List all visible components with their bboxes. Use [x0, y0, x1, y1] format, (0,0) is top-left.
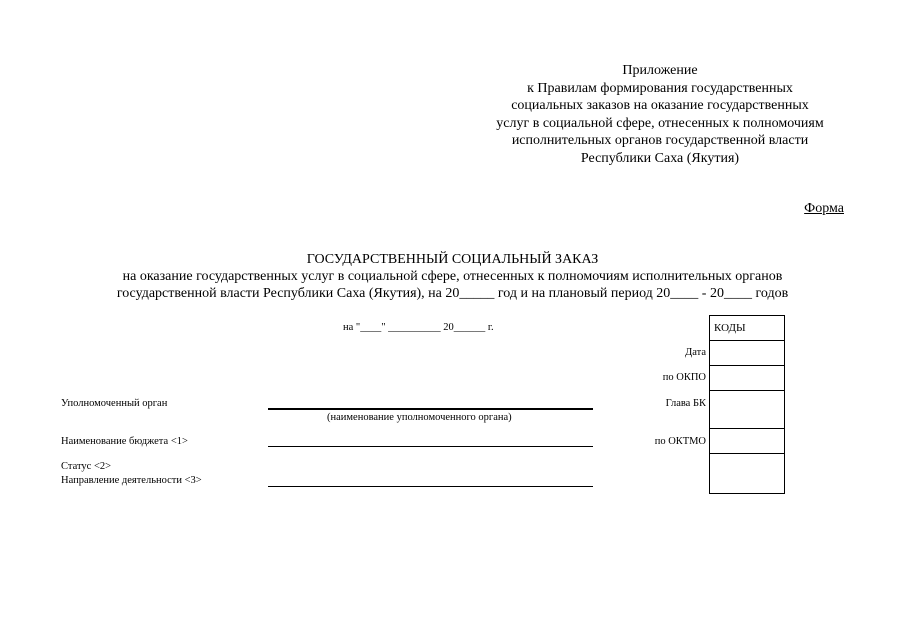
direction-label: Направление деятельности <3> [61, 475, 202, 486]
codes-header: КОДЫ [710, 316, 785, 341]
appendix-line: социальных заказов на оказание государственных [511, 98, 809, 113]
code-cell-oktmo[interactable] [710, 429, 785, 454]
codes-table [709, 315, 785, 494]
budget-label: Наименование бюджета <1> [61, 436, 188, 447]
appendix-line: Республики Саха (Якутия) [580, 150, 740, 166]
codes-label-oktmo: по ОКТМО [654, 436, 706, 447]
code-cell-extra[interactable] [710, 454, 785, 494]
direction-field-line[interactable] [268, 486, 593, 487]
appendix-line: Приложение [622, 63, 698, 78]
budget-field-line[interactable] [268, 446, 593, 447]
title-heading: ГОСУДАРСТВЕННЫЙ СОЦИАЛЬНЫЙ ЗАКАЗ [306, 252, 599, 267]
codes-label-glava-bk: Глава БК [665, 398, 706, 409]
appendix-line: к Правилам формирования государственных [527, 80, 793, 96]
status-label: Статус <2> [61, 461, 112, 472]
form-label: Форма [804, 201, 844, 216]
title-line-3: государственной власти Республики Саха (Якутия), на 20_____ год и на плановый период 20____ - 20____ годов [116, 286, 789, 301]
authority-field-line[interactable] [268, 408, 593, 410]
codes-label-date: Дата [685, 347, 706, 358]
document-title [40, 251, 865, 302]
appendix-line: услуг в социальной сфере, отнесенных к полномочиям [496, 115, 824, 131]
code-cell-glava-bk[interactable] [710, 391, 785, 429]
date-line: на "____" __________ 20______ г. [343, 322, 494, 333]
title-line-2: на оказание государственных услуг в социальной сфере, отнесенных к полномочиям исполнительных органов [122, 269, 783, 284]
code-cell-date[interactable] [710, 341, 785, 366]
appendix-line: исполнительных органов государственной власти [511, 133, 809, 148]
authority-label: Уполномоченный орган [61, 398, 168, 409]
authority-hint: (наименование уполномоченного органа) [327, 412, 512, 423]
codes-label-okpo: по ОКПО [662, 372, 706, 383]
code-cell-okpo[interactable] [710, 366, 785, 391]
appendix-header [470, 62, 850, 167]
